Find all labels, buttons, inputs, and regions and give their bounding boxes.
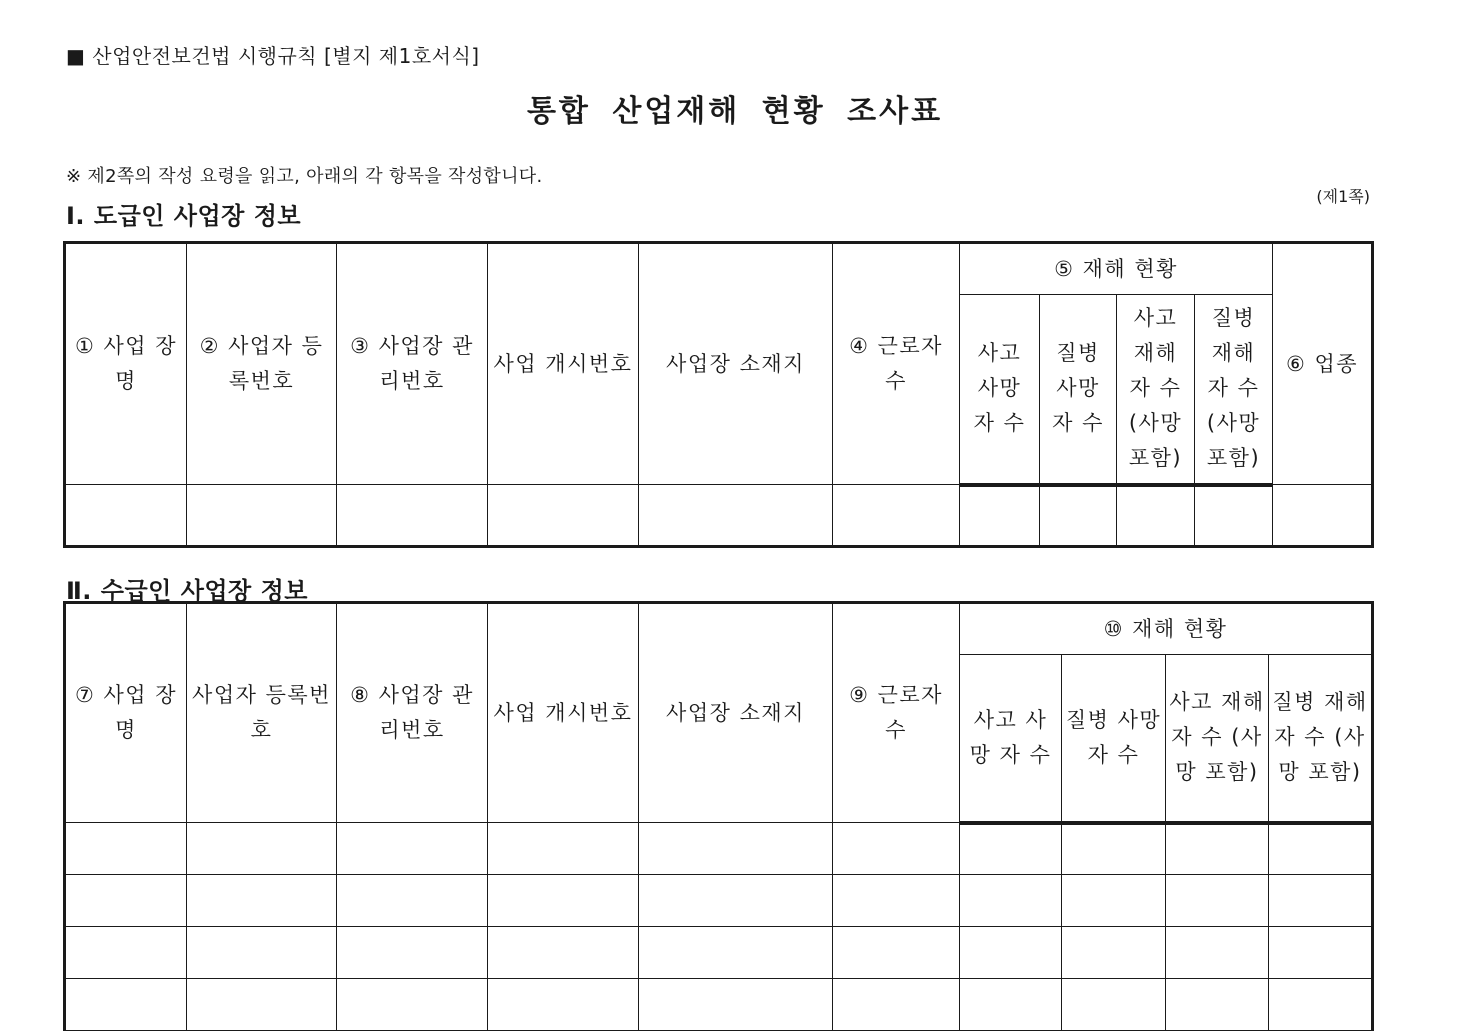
input-cell[interactable] (187, 979, 337, 1031)
input-cell[interactable] (833, 979, 960, 1031)
input-cell[interactable] (488, 485, 639, 547)
page-number: (제1쪽) (1316, 187, 1370, 206)
header-workplace-mgmt-number: ③ 사업장 관리번호 (337, 243, 488, 485)
header-workplace-name: ① 사업 장명 (65, 243, 187, 485)
input-cell[interactable] (187, 485, 337, 547)
input-cell[interactable] (488, 875, 639, 927)
input-cell[interactable] (65, 875, 187, 927)
input-cell[interactable] (337, 979, 488, 1031)
input-cell[interactable] (1166, 823, 1269, 875)
input-cell[interactable] (1166, 927, 1269, 979)
input-cell[interactable] (1062, 823, 1166, 875)
input-cell[interactable] (639, 823, 833, 875)
input-cell[interactable] (1273, 485, 1373, 547)
input-cell[interactable] (833, 927, 960, 979)
input-cell[interactable] (1062, 927, 1166, 979)
input-cell[interactable] (1062, 875, 1166, 927)
input-cell[interactable] (960, 927, 1062, 979)
header-accident-injured: 사고 재해 자 수 (사망 포함) (1166, 655, 1269, 823)
input-cell[interactable] (639, 979, 833, 1031)
input-cell[interactable] (337, 875, 488, 927)
header-worker-count: ④ 근로자 수 (833, 243, 960, 485)
input-cell[interactable] (833, 485, 960, 547)
input-cell[interactable] (65, 979, 187, 1031)
input-cell[interactable] (833, 875, 960, 927)
input-cell[interactable] (960, 979, 1062, 1031)
contractor-info-table (63, 241, 1374, 548)
header-business-start-number: 사업 개시번호 (488, 603, 639, 823)
header-workplace-mgmt-number: ⑧ 사업장 관리번호 (337, 603, 488, 823)
input-cell[interactable] (1040, 485, 1117, 547)
input-cell[interactable] (639, 485, 833, 547)
input-cell[interactable] (960, 485, 1040, 547)
input-cell[interactable] (1166, 875, 1269, 927)
input-cell[interactable] (1269, 875, 1373, 927)
legal-basis: ■ 산업안전보건법 시행규칙 [별지 제1호서식] (66, 44, 480, 68)
header-accident-injured: 사고 재해 자 수 (사망 포함) (1117, 295, 1195, 485)
input-cell[interactable] (960, 823, 1062, 875)
header-business-reg-number: ② 사업자 등록번호 (187, 243, 337, 485)
input-cell[interactable] (1166, 979, 1269, 1031)
input-cell[interactable] (337, 823, 488, 875)
input-cell[interactable] (337, 485, 488, 547)
input-cell[interactable] (960, 875, 1062, 927)
input-cell[interactable] (488, 823, 639, 875)
section-title-contractor: Ⅰ. 도급인 사업장 정보 (66, 202, 302, 230)
header-disease-injured: 질병 재해 자 수 (사망 포함) (1269, 655, 1373, 823)
input-cell[interactable] (1195, 485, 1273, 547)
input-cell[interactable] (1062, 979, 1166, 1031)
header-industry: ⑥ 업종 (1273, 243, 1373, 485)
input-cell[interactable] (187, 823, 337, 875)
input-cell[interactable] (833, 823, 960, 875)
header-disease-deaths: 질병 사망 자 수 (1062, 655, 1166, 823)
input-cell[interactable] (1269, 823, 1373, 875)
input-cell[interactable] (488, 979, 639, 1031)
header-workplace-address: 사업장 소재지 (639, 603, 833, 823)
table-row (65, 979, 1373, 1031)
header-workplace-address: 사업장 소재지 (639, 243, 833, 485)
header-business-reg-number: 사업자 등록번호 (187, 603, 337, 823)
input-cell[interactable] (1269, 979, 1373, 1031)
input-cell[interactable] (65, 485, 187, 547)
header-worker-count: ⑨ 근로자 수 (833, 603, 960, 823)
input-cell[interactable] (488, 927, 639, 979)
input-cell[interactable] (187, 927, 337, 979)
input-cell[interactable] (65, 927, 187, 979)
input-cell[interactable] (639, 927, 833, 979)
table-row (65, 927, 1373, 979)
instruction-notice: ※ 제2쪽의 작성 요령을 읽고, 아래의 각 항목을 작성합니다. (66, 166, 543, 187)
table-row (65, 875, 1373, 927)
header-disaster-status: ⑤ 재해 현황 (960, 243, 1273, 295)
input-cell[interactable] (65, 823, 187, 875)
table-row (65, 485, 1373, 547)
header-accident-deaths: 사고 사망 자 수 (960, 655, 1062, 823)
header-workplace-name: ⑦ 사업 장명 (65, 603, 187, 823)
header-business-start-number: 사업 개시번호 (488, 243, 639, 485)
form-title: 통합 산업재해 현황 조사표 (526, 94, 944, 129)
input-cell[interactable] (1117, 485, 1195, 547)
header-disease-injured: 질병 재해 자 수 (사망 포함) (1195, 295, 1273, 485)
header-accident-deaths: 사고 사망 자 수 (960, 295, 1040, 485)
input-cell[interactable] (187, 875, 337, 927)
header-disease-deaths: 질병 사망 자 수 (1040, 295, 1117, 485)
input-cell[interactable] (337, 927, 488, 979)
subcontractor-info-table (63, 601, 1374, 1031)
table-row (65, 823, 1373, 875)
input-cell[interactable] (639, 875, 833, 927)
input-cell[interactable] (1269, 927, 1373, 979)
section-title-subcontractor: Ⅱ. 수급인 사업장 정보 (66, 577, 308, 605)
header-disaster-status: ⑩ 재해 현황 (960, 603, 1373, 655)
